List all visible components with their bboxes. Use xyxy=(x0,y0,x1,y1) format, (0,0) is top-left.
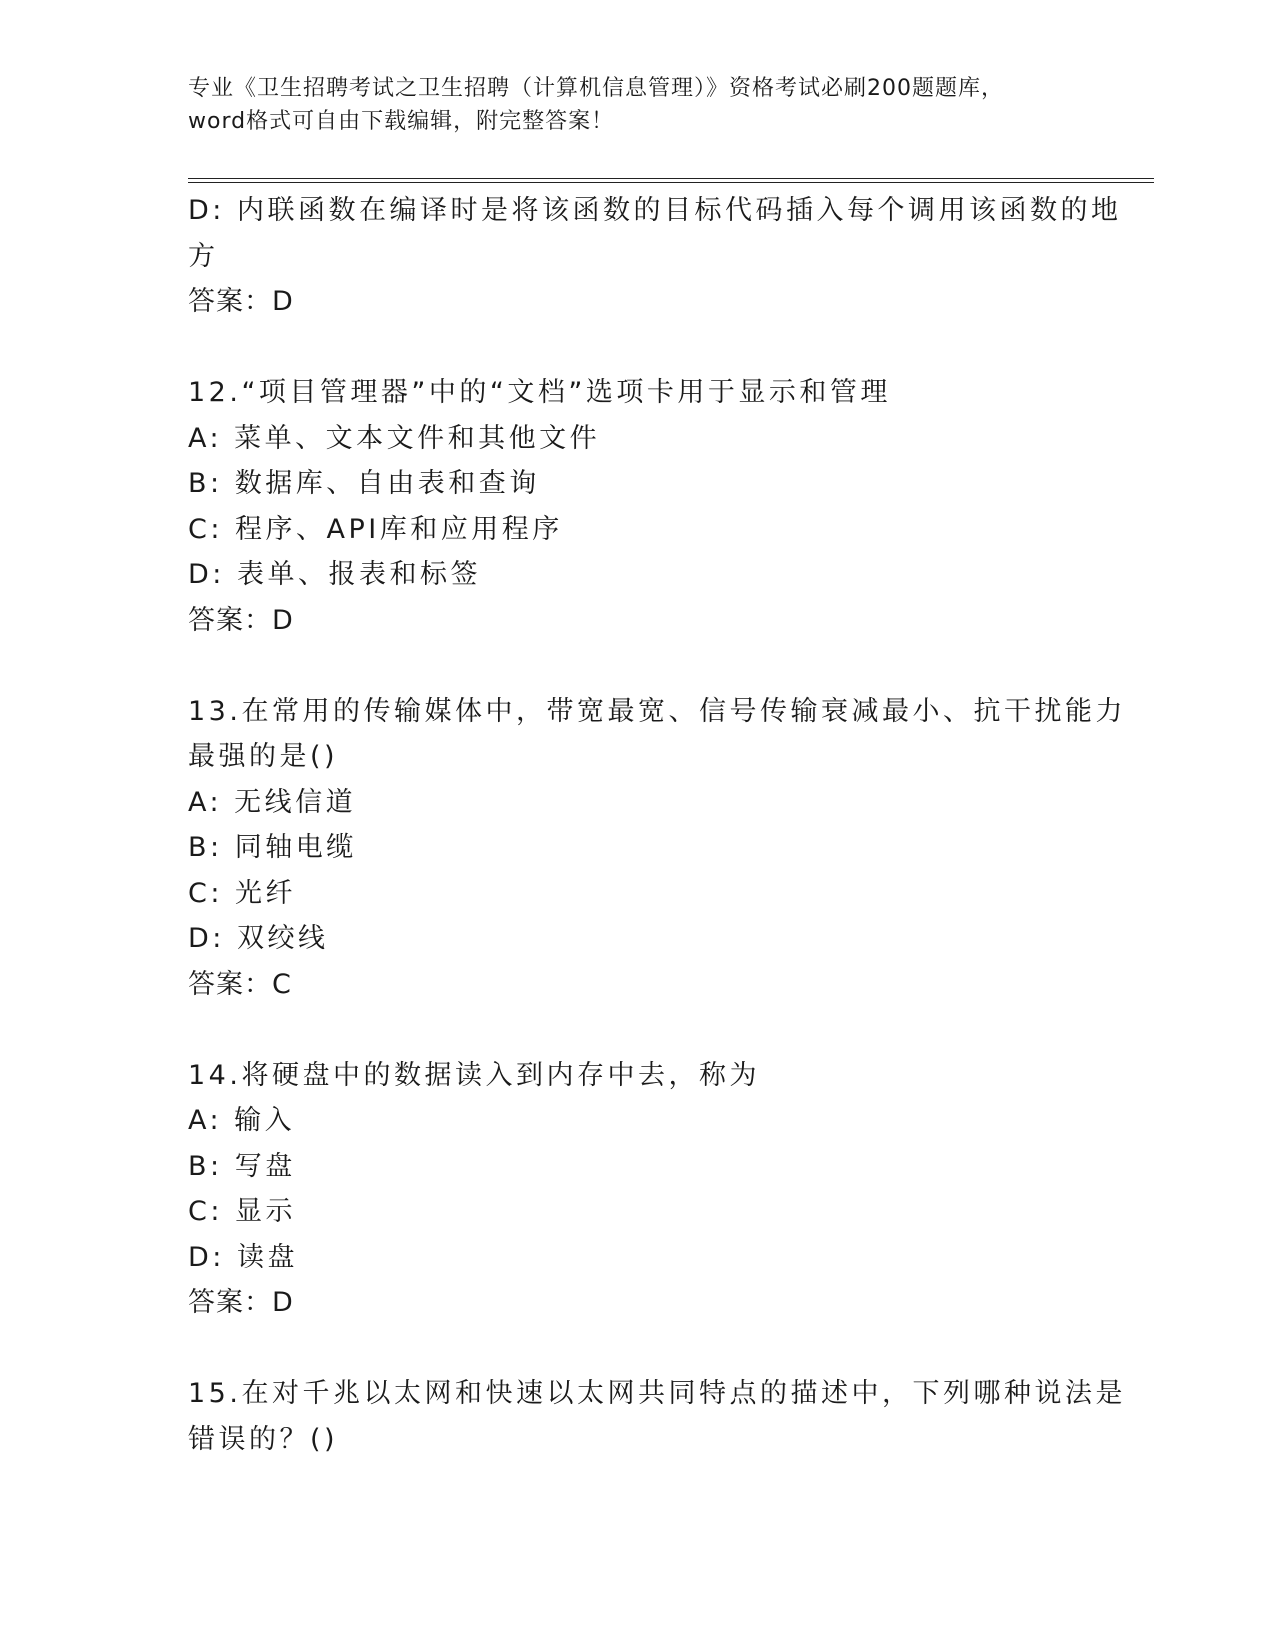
option-d: D: 表单、报表和标签 xyxy=(188,559,481,590)
question-14 xyxy=(188,1053,1108,1326)
question-stem: 13.在常用的传输媒体中，带宽最宽、信号传输衰减最小、抗干扰能力 xyxy=(188,695,1126,727)
spacer xyxy=(188,325,1108,371)
document-header xyxy=(188,72,1088,138)
question-stem: 15.在对千兆以太网和快速以太网共同特点的描述中，下列哪种说法是 xyxy=(188,1378,1126,1409)
question-13 xyxy=(188,689,1126,1008)
answer-line: 答案：C xyxy=(188,968,292,1000)
option-d: D: 读盘 xyxy=(188,1241,298,1273)
option-b: B: 写盘 xyxy=(188,1150,296,1182)
option-a: A: 菜单、文本文件和其他文件 xyxy=(188,422,601,454)
question-11-continued xyxy=(188,188,1122,325)
spacer xyxy=(188,1326,1108,1372)
question-list xyxy=(188,188,1126,1462)
option-c: C: 程序、API库和应用程序 xyxy=(188,513,563,545)
header-title-line-2: word格式可自由下载编辑，附完整答案！ xyxy=(188,109,615,134)
question-stem: 14.将硬盘中的数据读入到内存中去，称为 xyxy=(188,1059,760,1091)
spacer xyxy=(188,643,1108,689)
option-d: D: 内联函数在编译时是将该函数的目标代码插入每个调用该函数的地 xyxy=(188,195,1122,226)
option-c: C: 显示 xyxy=(188,1196,297,1227)
header-title-line-1: 专业《卫生招聘考试之卫生招聘（计算机信息管理）》资格考试必刷200题题库， xyxy=(188,76,1004,101)
option-a: A: 无线信道 xyxy=(188,786,357,818)
option-d-continued: 方 xyxy=(188,240,219,272)
option-b: B: 同轴电缆 xyxy=(188,832,357,863)
answer-line: 答案：D xyxy=(188,604,294,636)
option-a: A: 输入 xyxy=(188,1105,296,1136)
question-stem-continued: 最强的是() xyxy=(188,741,339,772)
question-stem-continued: 错误的？() xyxy=(188,1423,339,1455)
option-b: B: 数据库、自由表和查询 xyxy=(188,468,540,499)
question-12 xyxy=(188,370,1108,643)
question-15 xyxy=(188,1371,1126,1462)
question-stem: 12.“项目管理器”中的“文档”选项卡用于显示和管理 xyxy=(188,377,891,408)
header-divider xyxy=(188,178,1154,183)
answer-line: 答案：D xyxy=(188,1287,294,1318)
option-c: C: 光纤 xyxy=(188,877,297,909)
spacer xyxy=(188,1007,1108,1053)
answer-line: 答案：D xyxy=(188,286,294,317)
option-d: D: 双绞线 xyxy=(188,923,329,954)
